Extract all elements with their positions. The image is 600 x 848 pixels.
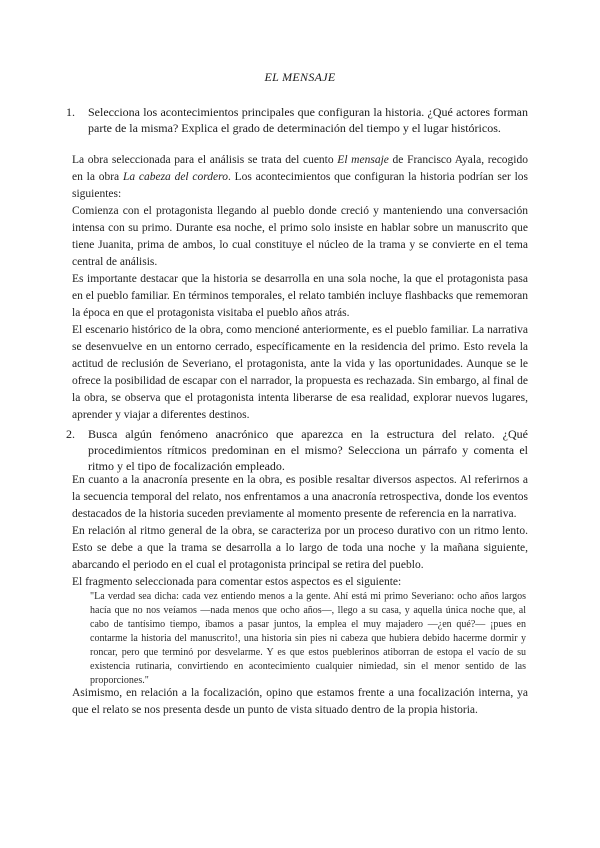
question-2 (66, 426, 528, 474)
question-1-text: Selecciona los acontecimientos principales que configuran la historia. ¿Qué actores forman parte de la misma? Explica el grado de determinación del tiempo y el lugar históricos. (88, 105, 528, 135)
intro-story-title: El mensaje (337, 154, 389, 166)
paragraph-focalization: Asimismo, en relación a la focalización, opino que estamos frente a una focalización interna, ya que el relato se nos presenta desde un punto de vista situado dentro de la propia historia. (72, 687, 528, 716)
intro-book-title: La cabeza del cordero (122, 171, 228, 183)
paragraph-events: Comienza con el protagonista llegando al pueblo donde creció y manteniendo una conversación intensa con su primo. Durante esa noche, el primo solo insiste en hablar sobre un manuscrito que tiene Juanita, prima de ambos, lo cual constituye el núcleo de la trama y se convierte en el tema central de análisis. (72, 205, 528, 268)
question-2-text: Busca algún fenómeno anacrónico que aparezca en la estructura del relato. ¿Qué procedimientos rítmicos predominan en el mismo? Selecciona un párrafo y comenta el ritmo y el tipo de focalización empleado. (88, 427, 528, 473)
intro-text-c: de Francisco Ayala, recogido en la obra (72, 154, 528, 183)
paragraph-anachrony: En cuanto a la anacronía presente en la obra, es posible resaltar diversos aspectos. Al referirnos a la secuencia temporal del relato, nos enfrentamos a una anacronía retrospectiva, donde los eventos destacados de la historia suceden previamente al momento presente de referencia en la narrativa. (72, 474, 528, 520)
intro-text-e: . Los acontecimientos que configuran la historia podrían ser los siguientes: (72, 171, 528, 200)
question-1-number: 1. (66, 105, 75, 119)
intro-text-a: La obra seleccionada para el análisis se trata del cuento (72, 154, 338, 166)
question-2-number: 2. (66, 427, 75, 441)
question-1 (66, 104, 528, 136)
paragraph-rhythm: En relación al ritmo general de la obra, se caracteriza por un proceso durativo con un ritmo lento. Esto se debe a que la trama se desarrolla a lo largo de toda una noche y la mañana siguiente, abarcando el periodo en el cual el protagonista principal se retira del pueblo. (72, 525, 528, 571)
paragraph-setting: El escenario histórico de la obra, como mencioné anteriormente, es el pueblo familiar. La narrativa se desenvuelve en un entorno cerrado, específicamente en la residencia del primo. Esto revela la actitud de reclusión de Severiano, el protagonista, ante la vida y las oportunidades. Aunque se le ofrece la posibilidad de escapar con el narrador, la propuesta es rechazada. Sin embargo, al final de la obra, se observa que el protagonista intenta liberarse de esa realidad, explorar nuevos lugares, aprender y viajar a diferentes destinos. (72, 324, 528, 421)
quoted-fragment: "La verdad sea dicha: cada vez entiendo menos a la gente. Ahí está mi primo Severiano: ocho años largos hacía que no nos veíamos —nada menos que ocho años—, llego a su casa, y aquella única noche que, al cabo de tantísimo tiempo, íbamos a pasar juntos, la emplea el muy majadero —¿en qué?— ¡pues en contarme la historia del manuscrito!, una historia sin pies ni cabeza que hubiera debido hacerme dormir y roncar, pero que terminó por desvelarme. Y es que estos pueblerinos atiborran de estopa el vacío de su existencia rutinaria, convirtiendo en acontecimiento cualquier nimiedad, sin el menor sentido de las proporciones." (90, 591, 526, 686)
paragraph-time: Es importante destacar que la historia se desarrolla en una sola noche, la que el protagonista pasa en el pueblo familiar. En términos temporales, el relato también incluye flashbacks que rememoran la época en que el protagonista visitaba el pueblo años atrás. (72, 273, 528, 319)
document-title: EL MENSAJE (264, 70, 336, 84)
paragraph-intro (72, 152, 528, 203)
paragraph-fragment-intro: El fragmento seleccionada para comentar estos aspectos es el siguiente: (72, 576, 402, 588)
